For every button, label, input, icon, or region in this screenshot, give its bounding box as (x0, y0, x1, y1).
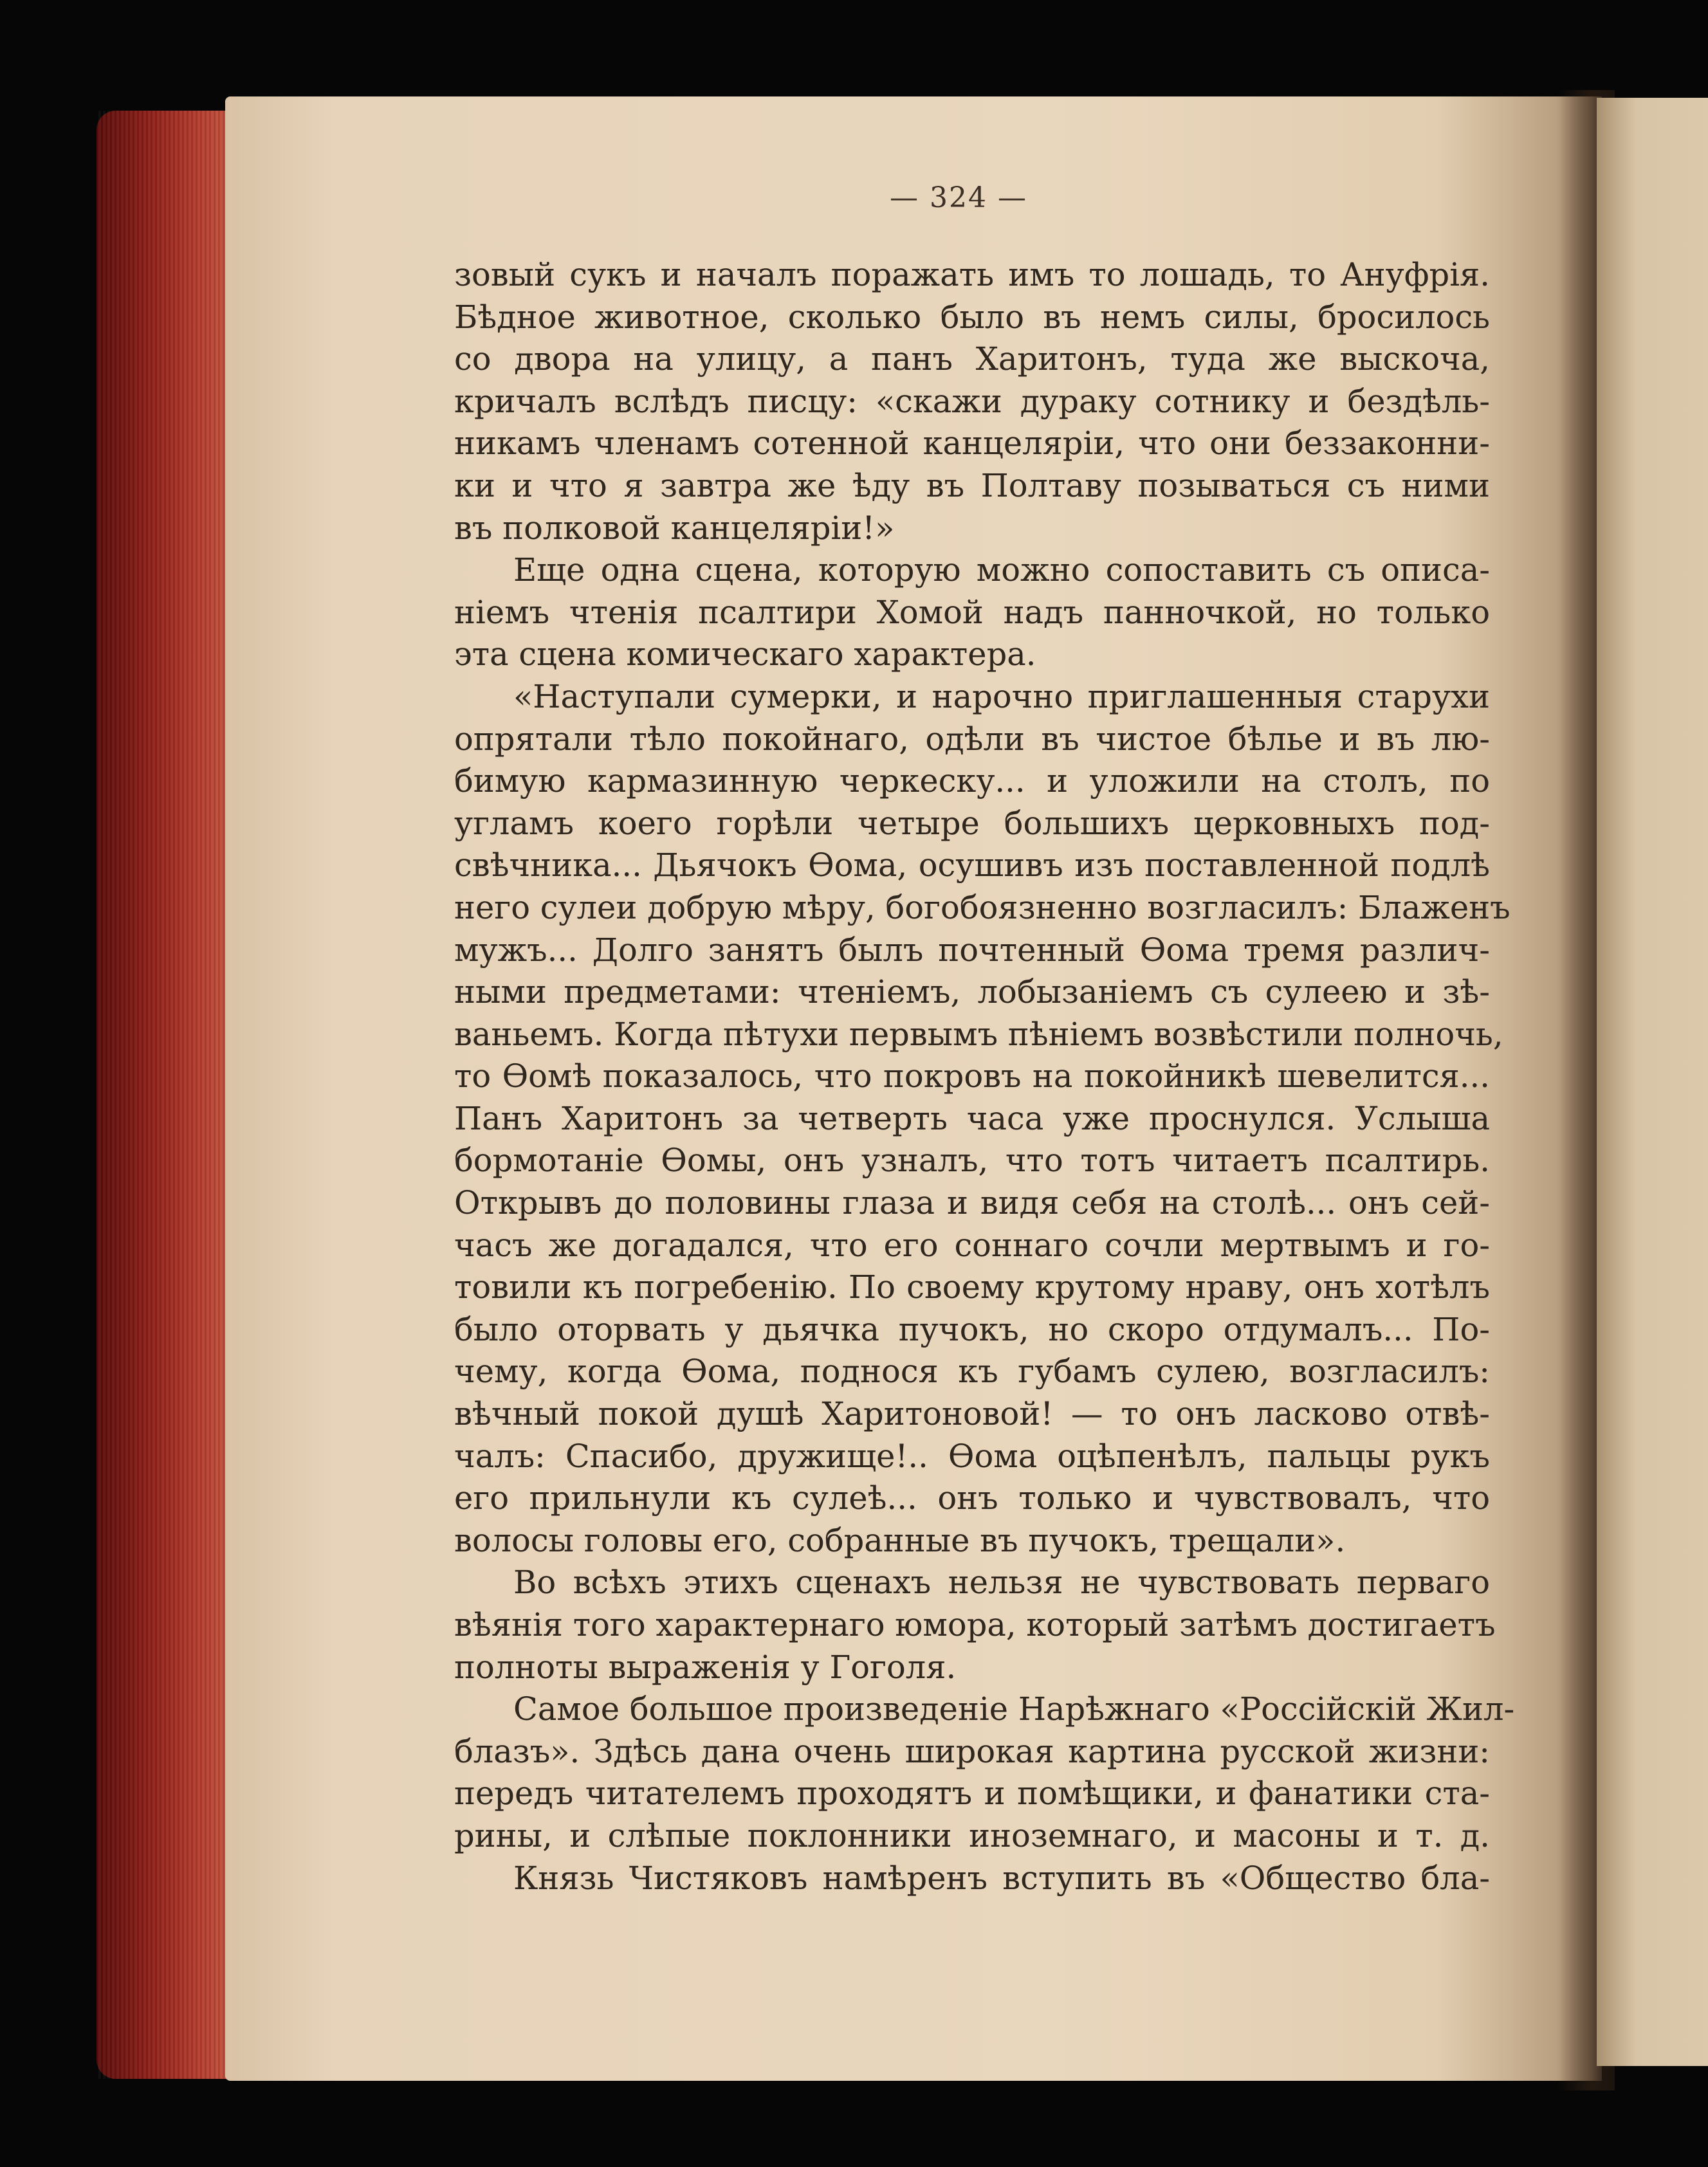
text-line: часъ же догадался, что его соннаго сочли мертвымъ и го- (454, 1226, 1490, 1264)
text-line: чалъ: Спасибо, дружище!.. Ѳома оцѣпенѣлъ, пальцы рукъ (454, 1437, 1490, 1475)
text-line: Самое большое произведеніе Нарѣжнаго «Россійскій Жил- (513, 1690, 1515, 1728)
text-line: Еще одна сцена, которую можно сопоставить съ описа- (513, 551, 1490, 589)
text-line: Бѣдное животное, сколько было въ немъ силы, бросилось (454, 298, 1490, 336)
text-line: мужъ... Долго занятъ былъ почтенный Ѳома тремя различ- (454, 931, 1490, 969)
text-line: Панъ Харитонъ за четверть часа уже проснулся. Услыша (454, 1099, 1490, 1137)
text-line: бормотаніе Ѳомы, онъ узналъ, что тотъ читаетъ псалтирь. (454, 1142, 1490, 1180)
text-line: со двора на улицу, а панъ Харитонъ, туда же выскоча, (454, 340, 1490, 378)
text-line: зовый сукъ и началъ поражать имъ то лошадь, то Ануфрія. (454, 256, 1490, 293)
text-line: рины, и слѣпые поклонники иноземнаго, и масоны и т. д. (454, 1816, 1490, 1854)
text-line: вѣянія того характернаго юмора, который затѣмъ достигаетъ (454, 1606, 1496, 1643)
text-line: Во всѣхъ этихъ сценахъ нельзя не чувствовать перваго (513, 1564, 1490, 1602)
text-line: ки и что я завтра же ѣду въ Полтаву позываться съ ними (454, 466, 1490, 504)
text-line: ніемъ чтенія псалтири Хомой надъ панночкой, но только (454, 593, 1490, 631)
text-line: товили къ погребенію. По своему крутому нраву, онъ хотѣлъ (454, 1268, 1490, 1306)
text-line: его прильнули къ сулеѣ... онъ только и чувствовалъ, что (454, 1479, 1490, 1517)
page-number-header: — 324 — (890, 181, 1027, 214)
facing-page (1597, 98, 1708, 2066)
text-line: ными предметами: чтеніемъ, лобызаніемъ съ сулеею и зѣ- (454, 973, 1490, 1011)
text-line: него сулеи добрую мѣру, богобоязненно возгласилъ: Блаженъ (454, 888, 1511, 926)
page-text-block (454, 254, 1515, 1899)
text-line: чему, когда Ѳома, поднося къ губамъ сулею, возгласилъ: (454, 1353, 1490, 1391)
text-line: въ полковой канцеляріи!» (454, 509, 895, 547)
text-line: вѣчный покой душѣ Харитоновой! — то онъ ласково отвѣ- (454, 1395, 1490, 1433)
text-line: угламъ коего горѣли четыре большихъ церковныхъ под- (454, 804, 1490, 842)
text-line: ваньемъ. Когда пѣтухи первымъ пѣніемъ возвѣстили полночь, (454, 1015, 1503, 1053)
text-line: никамъ членамъ сотенной канцеляріи, что они беззаконни- (454, 425, 1490, 462)
text-line: передъ читателемъ проходятъ и помѣщики, и фанатики ста- (454, 1775, 1490, 1813)
text-line: Открывъ до половины глаза и видя себя на столѣ... онъ сей- (454, 1184, 1490, 1222)
text-line: то Ѳомѣ показалось, что покровъ на покойникѣ шевелится... (454, 1057, 1490, 1095)
text-line: было оторвать у дьячка пучокъ, но скоро отдумалъ... По- (454, 1310, 1490, 1348)
text-line: бимую кармазинную черкеску... и уложили на столъ, по (454, 762, 1490, 800)
text-line: эта сцена комическаго характера. (454, 635, 1036, 673)
text-line: «Наступали сумерки, и нарочно приглашенныя старухи (513, 677, 1490, 715)
text-line: Князь Чистяковъ намѣренъ вступить въ «Общество бла- (513, 1859, 1490, 1897)
text-line: блазъ». Здѣсь дана очень широкая картина русской жизни: (454, 1732, 1490, 1770)
text-line: полноты выраженія у Гоголя. (454, 1648, 957, 1686)
text-line: опрятали тѣло покойнаго, одѣли въ чистое бѣлье и въ лю- (454, 720, 1490, 758)
text-line: волосы головы его, собранные въ пучокъ, трещали». (454, 1521, 1346, 1559)
text-line: кричалъ вслѣдъ писцу: «скажи дураку сотнику и бездѣль- (454, 382, 1490, 420)
text-line: свѣчника... Дьячокъ Ѳома, осушивъ изъ поставленной подлѣ (454, 846, 1490, 884)
